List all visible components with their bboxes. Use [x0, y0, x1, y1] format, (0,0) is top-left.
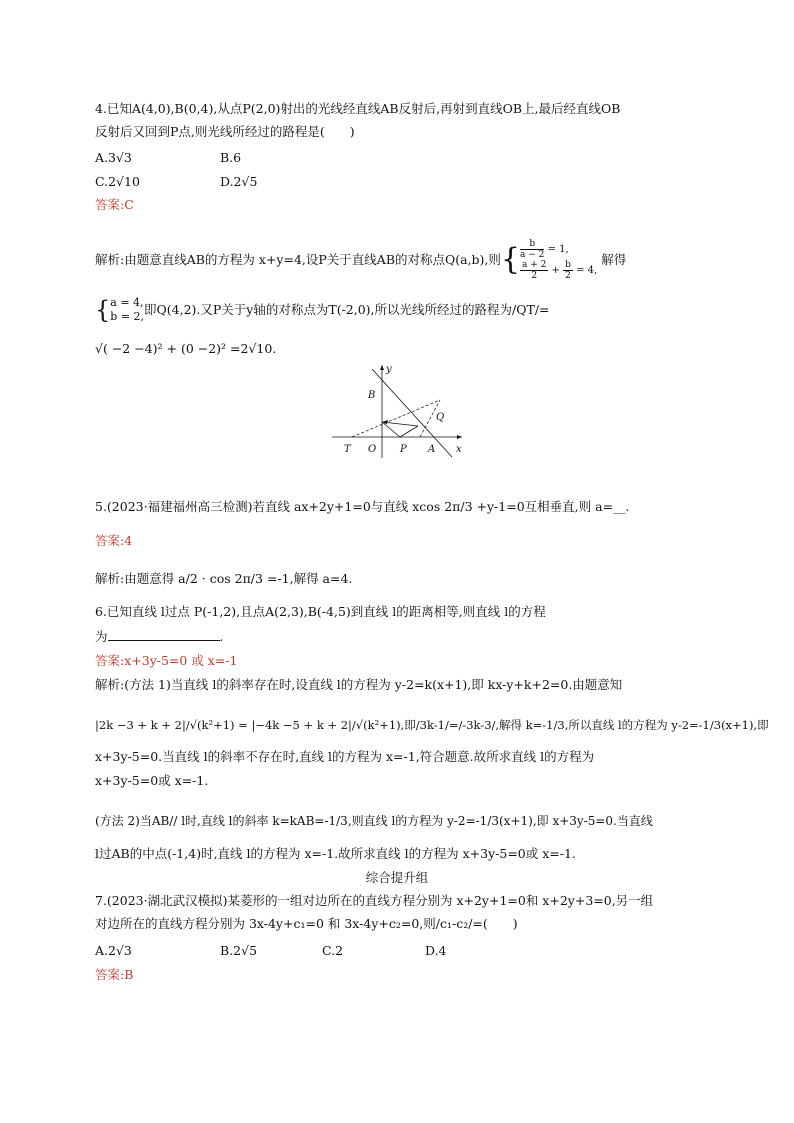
q6-solution-line1: 解析:(方法 1)当直线 l的斜率存在时,设直线 l的方程为 y-2=k(x+1),即 kx-y+k+2=0.由题意知: [95, 677, 623, 692]
light-ray-1: [400, 426, 418, 437]
line-tq: [352, 400, 440, 437]
label-q: Q: [436, 412, 445, 423]
label-b: B: [368, 390, 376, 401]
q4-solution-line1: [95, 235, 626, 285]
label-x: x: [456, 444, 462, 455]
q4-equation-system: $\frac{b}{a - 2}$ = 1, $\frac{a + 2}{2}$ + $\frac{b}{2}$ = 4,: [520, 239, 598, 281]
label-y: y: [386, 364, 392, 375]
q7-option-c: C.2: [322, 943, 344, 958]
q7-stem-line1: 7.(2023·湖北武汉模拟)某菱形的一组对边所在的直线方程分别为 x+2y+1=0和 x+2y+3=0,另一组: [95, 893, 654, 908]
section-title: 综合提升组: [365, 870, 429, 885]
q6-solution-line4: x+3y-5=0或 x=-1.: [95, 773, 209, 788]
q7-option-a: A.2√3: [95, 943, 132, 958]
label-o: O: [368, 444, 377, 455]
q5-solution: 解析:由题意得 a/2 · cos 2π/3 =-1,解得 a=4.: [95, 571, 353, 586]
q4-option-b: B.6: [220, 150, 242, 165]
q6-stem-line1: 6.已知直线 l过点 P(-1,2),且点A(2,3),B(-4,5)到直线 l的距离相等,则直线 l的方程: [95, 604, 546, 619]
q6-solution-line2: |2k −3 + k + 2|/√(k²+1) = |−4k −5 + k + 2|/√(k²+1),即/3k-1/=/-3k-3/,解得 k=-1/3,所以直线 l的方程为 y-2=-1/3(x+1),即: [95, 718, 769, 732]
answer-blank: [108, 640, 220, 641]
q6-solution-line6: l过AB的中点(-1,4)时,直线 l的方程为 x=-1.故所求直线 l的方程为 x+3y-5=0或 x=-1.: [95, 846, 576, 861]
label-a: A: [428, 444, 436, 455]
q6-solution-line3: x+3y-5=0.当直线 l的斜率不存在时,直线 l的方程为 x=-1,符合题意.故所求直线 l的方程为: [95, 749, 595, 764]
q6-answer: 答案:x+3y-5=0 或 x=-1: [95, 653, 238, 668]
label-t: T: [344, 444, 351, 455]
q7-option-d: D.4: [425, 943, 447, 958]
q4-option-d: D.2√5: [220, 174, 258, 189]
light-ray-2: [382, 422, 418, 426]
y-axis-arrow: [380, 365, 384, 370]
label-p: P: [400, 444, 407, 455]
q4-solution-text-b: 解得: [601, 252, 627, 267]
q4-solution-system: a = 4, b = 2,: [110, 296, 145, 323]
q5-answer: 答案:4: [95, 533, 133, 548]
q4-option-c: C.2√10: [95, 174, 140, 189]
system-brace: {: [95, 296, 111, 324]
q4-solution-line2: { a = 4, b = 2, 即Q(4,2).又P关于y轴的对称点为T(-2,0),所以光线所经过的路程为/QT/=: [95, 296, 550, 324]
q4-answer: 答案:C: [95, 197, 134, 212]
q4-stem-line2: 反射后又回到P点,则光线所经过的路程是( ): [95, 124, 355, 139]
q6-solution-line5: (方法 2)当AB// l时,直线 l的斜率 k=kAB=-1/3,则直线 l的方程为 y-2=-1/3(x+1),即 x+3y-5=0.当直线: [95, 814, 653, 828]
x-axis-arrow: [457, 435, 462, 439]
q4-option-a: A.3√3: [95, 150, 132, 165]
q4-stem-line1: 4.已知A(4,0),B(0,4),从点P(2,0)射出的光线经直线AB反射后,再射到直线OB上,最后经直线OB: [95, 101, 621, 116]
q4-solution-line3: √( −2 −4)² + (0 −2)² =2√10.: [95, 341, 277, 356]
q7-answer: 答案:B: [95, 967, 134, 982]
q4-solution-text-a: 解析:由题意直线AB的方程为 x+y=4,设P关于直线AB的对称点Q(a,b),则: [95, 252, 501, 267]
q7-stem-line2: 对边所在的直线方程分别为 3x-4y+c₁=0 和 3x-4y+c₂=0,则/c₁-c₂/=( ): [95, 916, 518, 931]
light-ray-3: [382, 422, 400, 437]
system-brace: {: [500, 242, 521, 277]
q4-reflection-figure: [330, 360, 470, 460]
q6-stem-line2: 为 .: [95, 629, 224, 644]
q5-stem: 5.(2023·福建福州高三检测)若直线 ax+2y+1=0与直线 xcos 2π/3 +y-1=0互相垂直,则 a=__.: [95, 499, 630, 514]
q7-option-b: B.2√5: [220, 943, 258, 958]
